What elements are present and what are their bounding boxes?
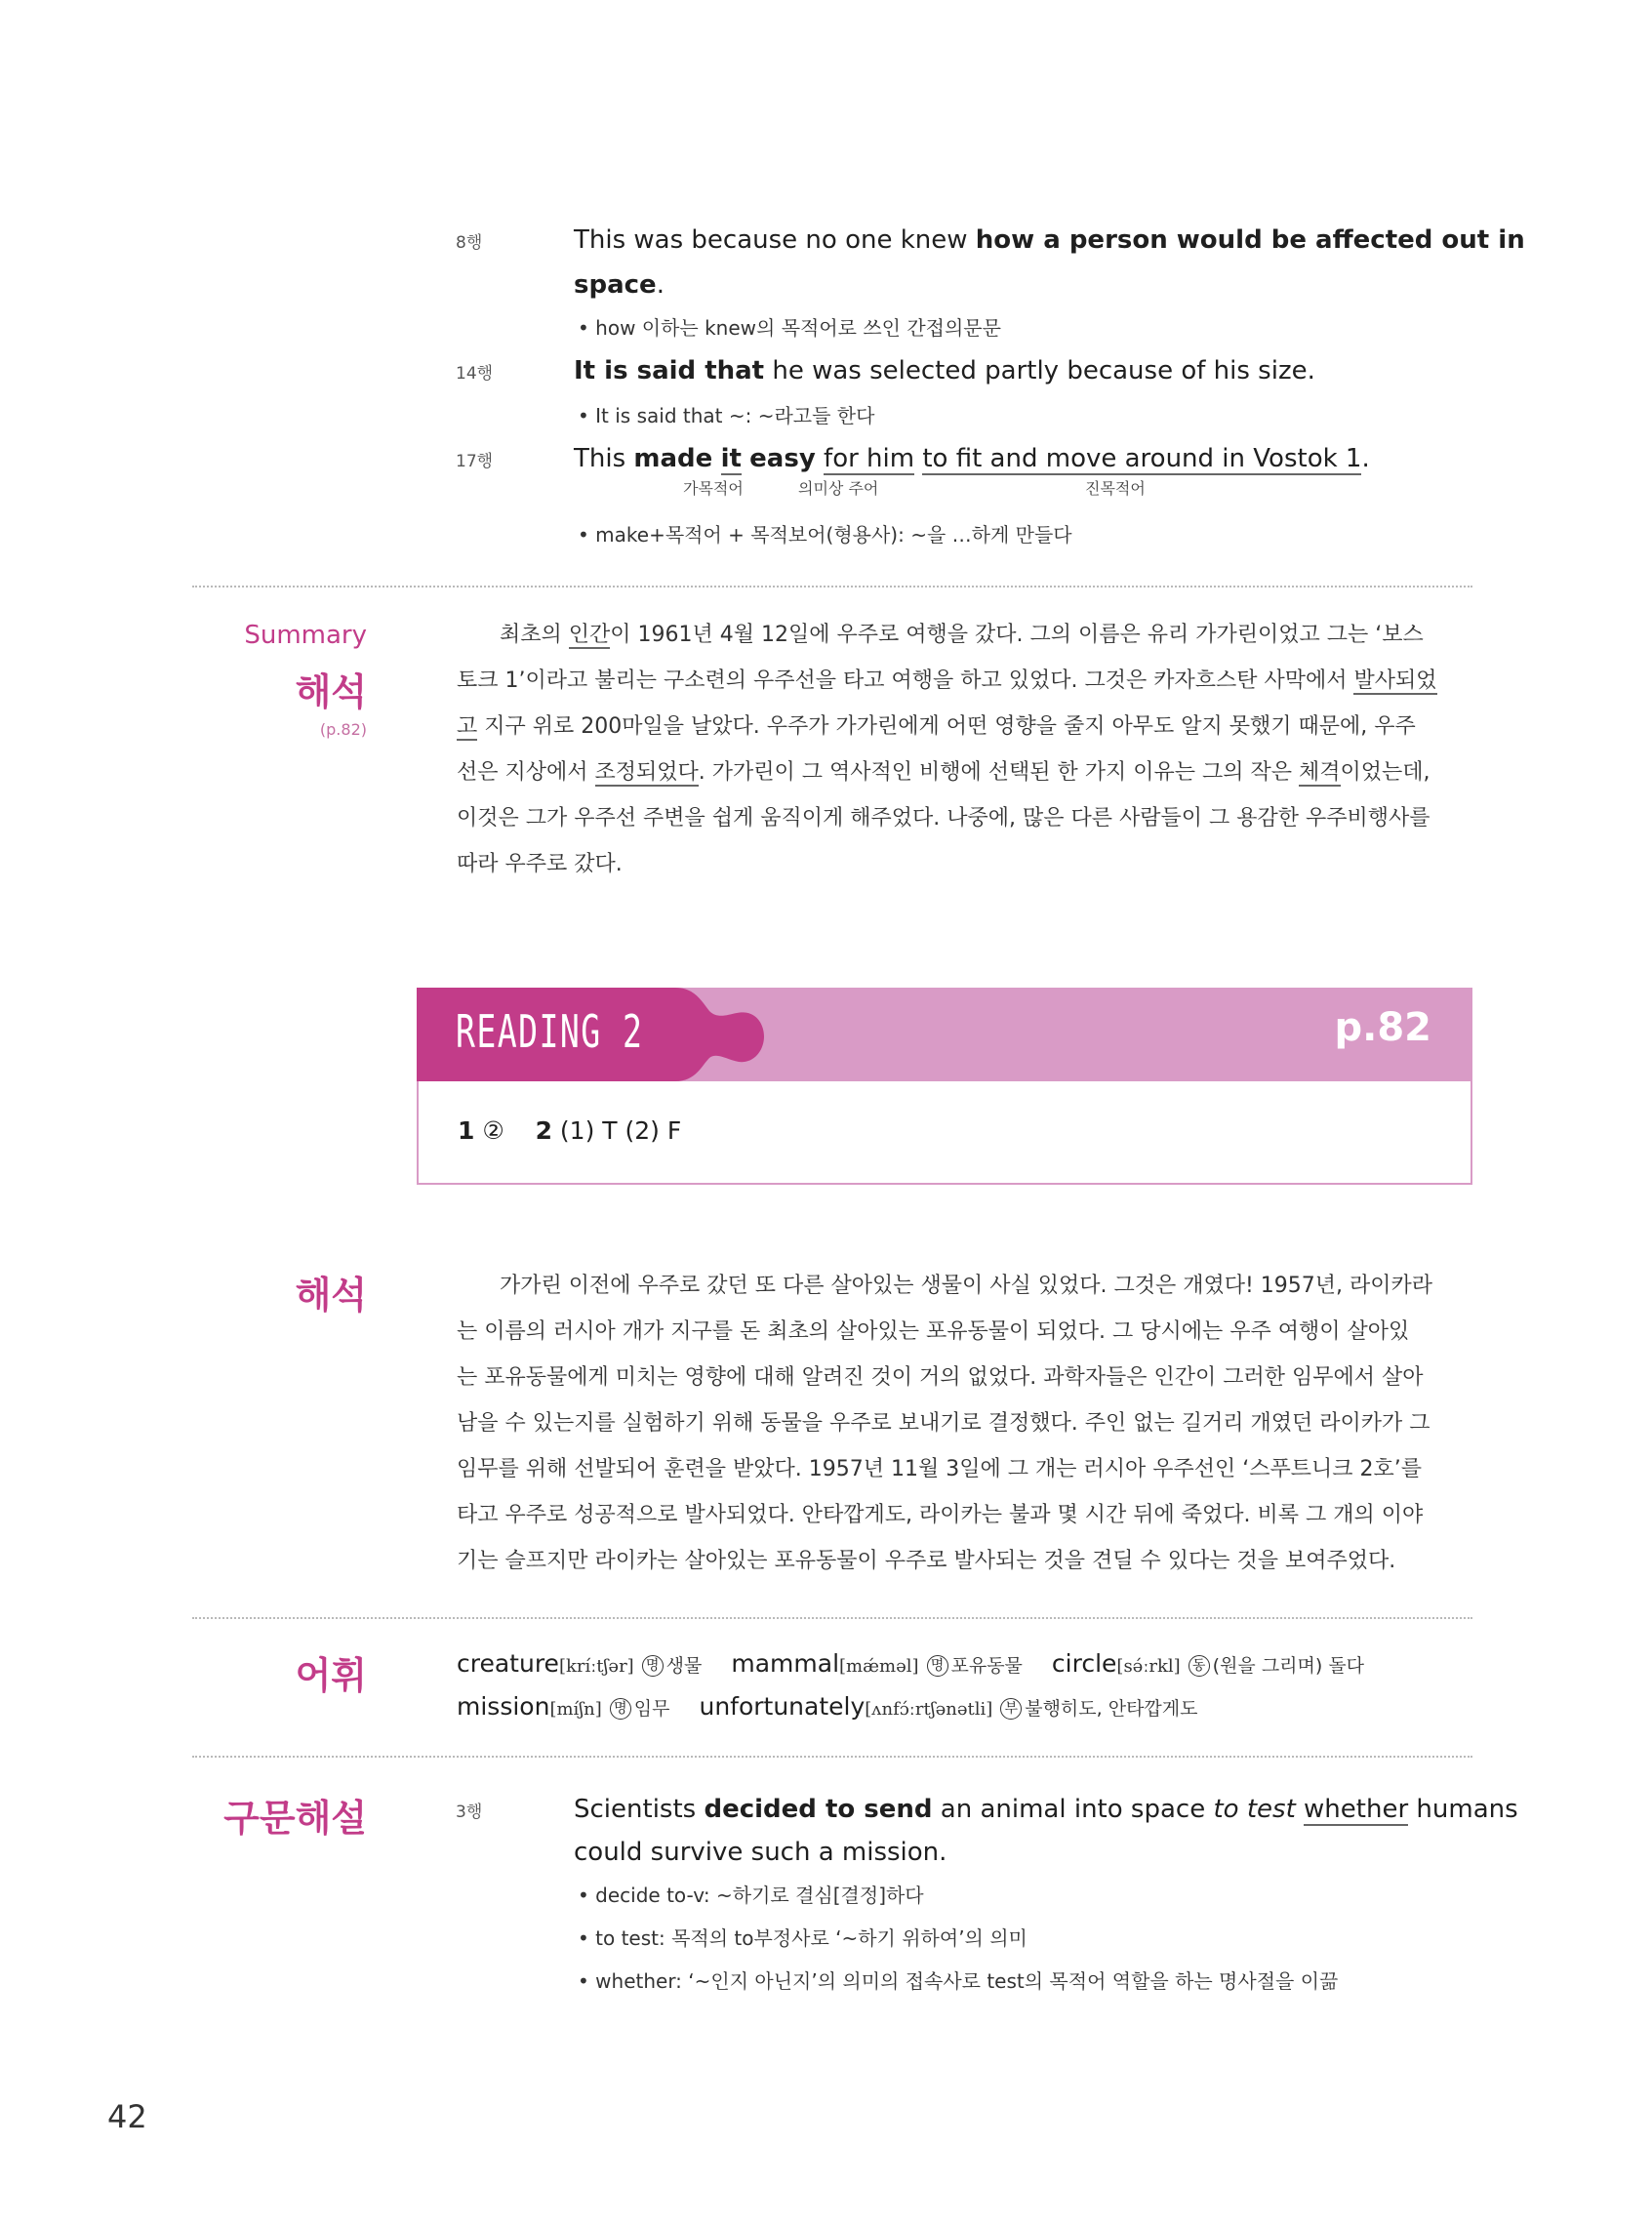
translation-line: 남을 수 있는지를 실험하기 위해 동물을 우주로 보내기로 결정했다. 주인 없는 길거리 개였던 라이카가 그 (457, 1411, 1430, 1436)
sentence-text: This was because no one knew how a person would be affected out in (574, 225, 1525, 255)
divider (192, 1617, 1472, 1619)
sentence-text-cont: space. (574, 270, 665, 300)
vocab-row: creature[kríːtʃər] 명 생물 mammal[mǽməl] 명 포유동물 circle[sə́ːrkl] 동 (원을 그리며) 돌다 (457, 1649, 1365, 1678)
sentence-text: Scientists decided to send an animal into space to test whether humans (574, 1795, 1518, 1824)
summary-line: 고 지구 위로 200마일을 날았다. 우주가 가가린에게 어떤 영향을 줄지 아무도 알지 못했기 때문에, 우주 (457, 714, 1416, 739)
sentence-text: This made it easy for him to fit and move around in Vostok 1. (574, 444, 1370, 473)
page-reference: (p.82) (319, 720, 367, 739)
grammar-note: • It is said that ~: ~라고들 한다 (578, 404, 875, 427)
tag-real-object: 진목적어 (1085, 479, 1146, 498)
reading2-title: READING 2 (456, 1005, 644, 1058)
line-number: 17행 (456, 452, 494, 471)
translation-line: 기는 슬프지만 라이카는 살아있는 포유동물이 우주로 발사되는 것을 견딜 수 있다는 것을 보여주었다. (457, 1549, 1396, 1573)
vocab-label: 어휘 (295, 1654, 367, 1697)
translation-text (457, 1263, 1471, 1584)
summary-label: Summary (244, 621, 367, 650)
grammar-note: • whether: ‘~인지 아닌지’의 의미의 접속사로 test의 목적어 역할을 하는 명사절을 이끎 (578, 1969, 1339, 1993)
translation-line: 가가린 이전에 우주로 갔던 또 다른 살아있는 생물이 사실 있었다. 그것은 개였다! 1957년, 라이카라 (500, 1274, 1433, 1298)
summary-line: 선은 지상에서 조정되었다. 가가린이 그 역사적인 비행에 선택된 한 가지 이유는 그의 작은 체격이었는데, (457, 760, 1430, 785)
grammar-note: • decide to-v: ~하기로 결심[결정]하다 (578, 1884, 924, 1907)
translation-line: 는 포유동물에게 미치는 영향에 대해 알려진 것이 거의 없었다. 과학자들은 인간이 그러한 임무에서 살아 (457, 1365, 1424, 1390)
line-number: 3행 (456, 1803, 483, 1822)
summary-line: 이것은 그가 우주선 주변을 쉽게 움직이게 해주었다. 나중에, 많은 다른 사람들이 그 용감한 우주비행사를 (457, 806, 1430, 831)
summary-title-kr: 해석 (295, 670, 367, 713)
reading2-page: p.82 (1334, 1005, 1431, 1050)
reading2-panel (417, 988, 1472, 1187)
line-number: 14행 (456, 364, 494, 384)
divider (192, 1756, 1472, 1758)
translation-label: 해석 (295, 1274, 367, 1317)
translation-line: 타고 우주로 성공적으로 발사되었다. 안타깝게도, 라이카는 불과 몇 시간 뒤에 죽었다. 비록 그 개의 이야 (457, 1503, 1424, 1527)
answer-box (417, 1081, 1472, 1185)
answer-text: 1 ② 2 (1) T (2) F (458, 1116, 682, 1145)
sentence-text: It is said that he was selected partly because of his size. (574, 356, 1315, 385)
vocab-row: mission[míʃn] 명 임무 unfortunately[ʌnfɔ́ːrtʃənətli] 부 불행히도, 안타깝게도 (457, 1692, 1198, 1721)
divider (192, 586, 1472, 588)
summary-text (457, 612, 1471, 887)
tag-dummy-object: 가목적어 (683, 479, 744, 498)
tag-sense-subject: 의미상 주어 (798, 479, 879, 498)
page-number: 42 (107, 2098, 147, 2135)
translation-line: 임무를 위해 선발되어 훈련을 받았다. 1957년 11월 3일에 그 개는 러시아 우주선인 ‘스푸트니크 2호’를 (457, 1457, 1422, 1481)
grammar-note: • to test: 목적의 to부정사로 ‘~하기 위하여’의 의미 (578, 1926, 1027, 1950)
translation-line: 는 이름의 러시아 개가 지구를 돈 최초의 살아있는 포유동물이 되었다. 그 당시에는 우주 여행이 살아있 (457, 1319, 1410, 1344)
sentence-text-cont: could survive such a mission. (574, 1838, 947, 1867)
syntax-label: 구문해설 (223, 1797, 367, 1840)
line-number: 8행 (456, 233, 483, 253)
summary-line: 따라 우주로 갔다. (457, 852, 623, 876)
summary-line: 최초의 인간이 1961년 4월 12일에 우주로 여행을 갔다. 그의 이름은 유리 가가린이었고 그는 ‘보스 (500, 623, 1424, 647)
grammar-note: • how 이하는 knew의 목적어로 쓰인 간접의문문 (578, 316, 1001, 340)
grammar-note: • make+목적어 + 목적보어(형용사): ~을 …하게 만들다 (578, 523, 1072, 547)
summary-line: 토크 1’이라고 불리는 구소련의 우주선을 타고 여행을 하고 있었다. 그것은 카자흐스탄 사막에서 발사되었 (457, 669, 1437, 693)
